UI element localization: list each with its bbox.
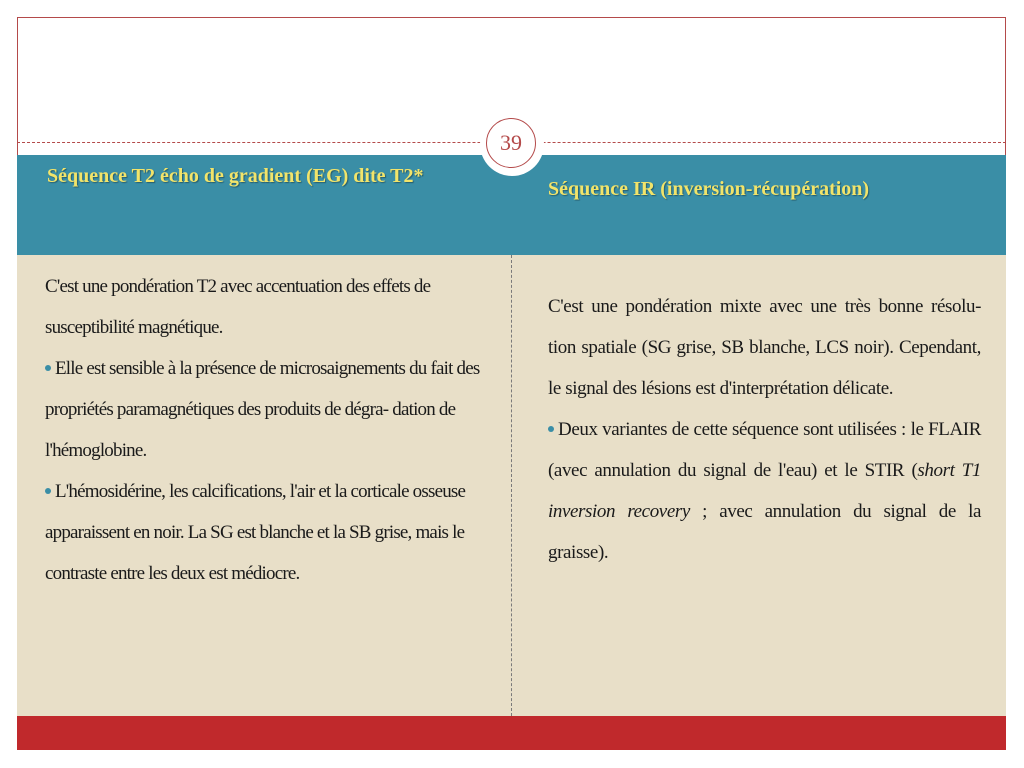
right-intro-paragraph: C'est une pondération mixte avec une très bonne résolu- tion spatiale (SG grise, SB blanche, LCS noir). Cependant, le signal des lésions est d'interprétation délicate. [548,296,981,399]
left-bullet-2-text: L'hémosidérine, les calcifications, l'air et la corticale osseuse apparaissent en noir. La SG est blanche et la SB grise, mais le contraste entre les deux est médiocre. [45,481,466,584]
page-number: 39 [500,130,522,155]
right-bullet-text-italic: short T1 inversion recovery [548,460,981,522]
page-number-ring [486,118,536,168]
left-bullet-1-text: Elle est sensible à la présence de microsaignements du fait des propriétés paramagnétiques des produits de dégra- dation de l'hémoglobine. [45,358,480,461]
left-bullet-1 [45,348,500,471]
left-intro-paragraph: C'est une pondération T2 avec accentuation des effets de susceptibilité magnétique. [45,276,431,338]
right-bullet-text-part2: ; avec annulation du signal de la graisse). [548,501,981,563]
right-column-body [548,286,981,573]
page-number-badge [480,112,544,176]
right-column-title: Séquence IR (inversion-récupération) [548,178,870,200]
bullet-dot-icon [45,488,51,494]
left-column-title: Séquence T2 écho de gradient (EG) dite T2* [47,165,424,187]
bullet-dot-icon [548,426,554,432]
left-column-body [45,266,500,594]
right-bullet-text-part1: Deux variantes de cette séquence sont utilisées : le FLAIR (avec annulation du signal de l'eau) et le STIR ( [548,419,981,481]
bullet-dot-icon [45,365,51,371]
left-bullet-2 [45,471,500,594]
footer-band [17,716,1006,750]
right-bullet-1 [548,409,981,573]
column-divider [511,255,512,716]
